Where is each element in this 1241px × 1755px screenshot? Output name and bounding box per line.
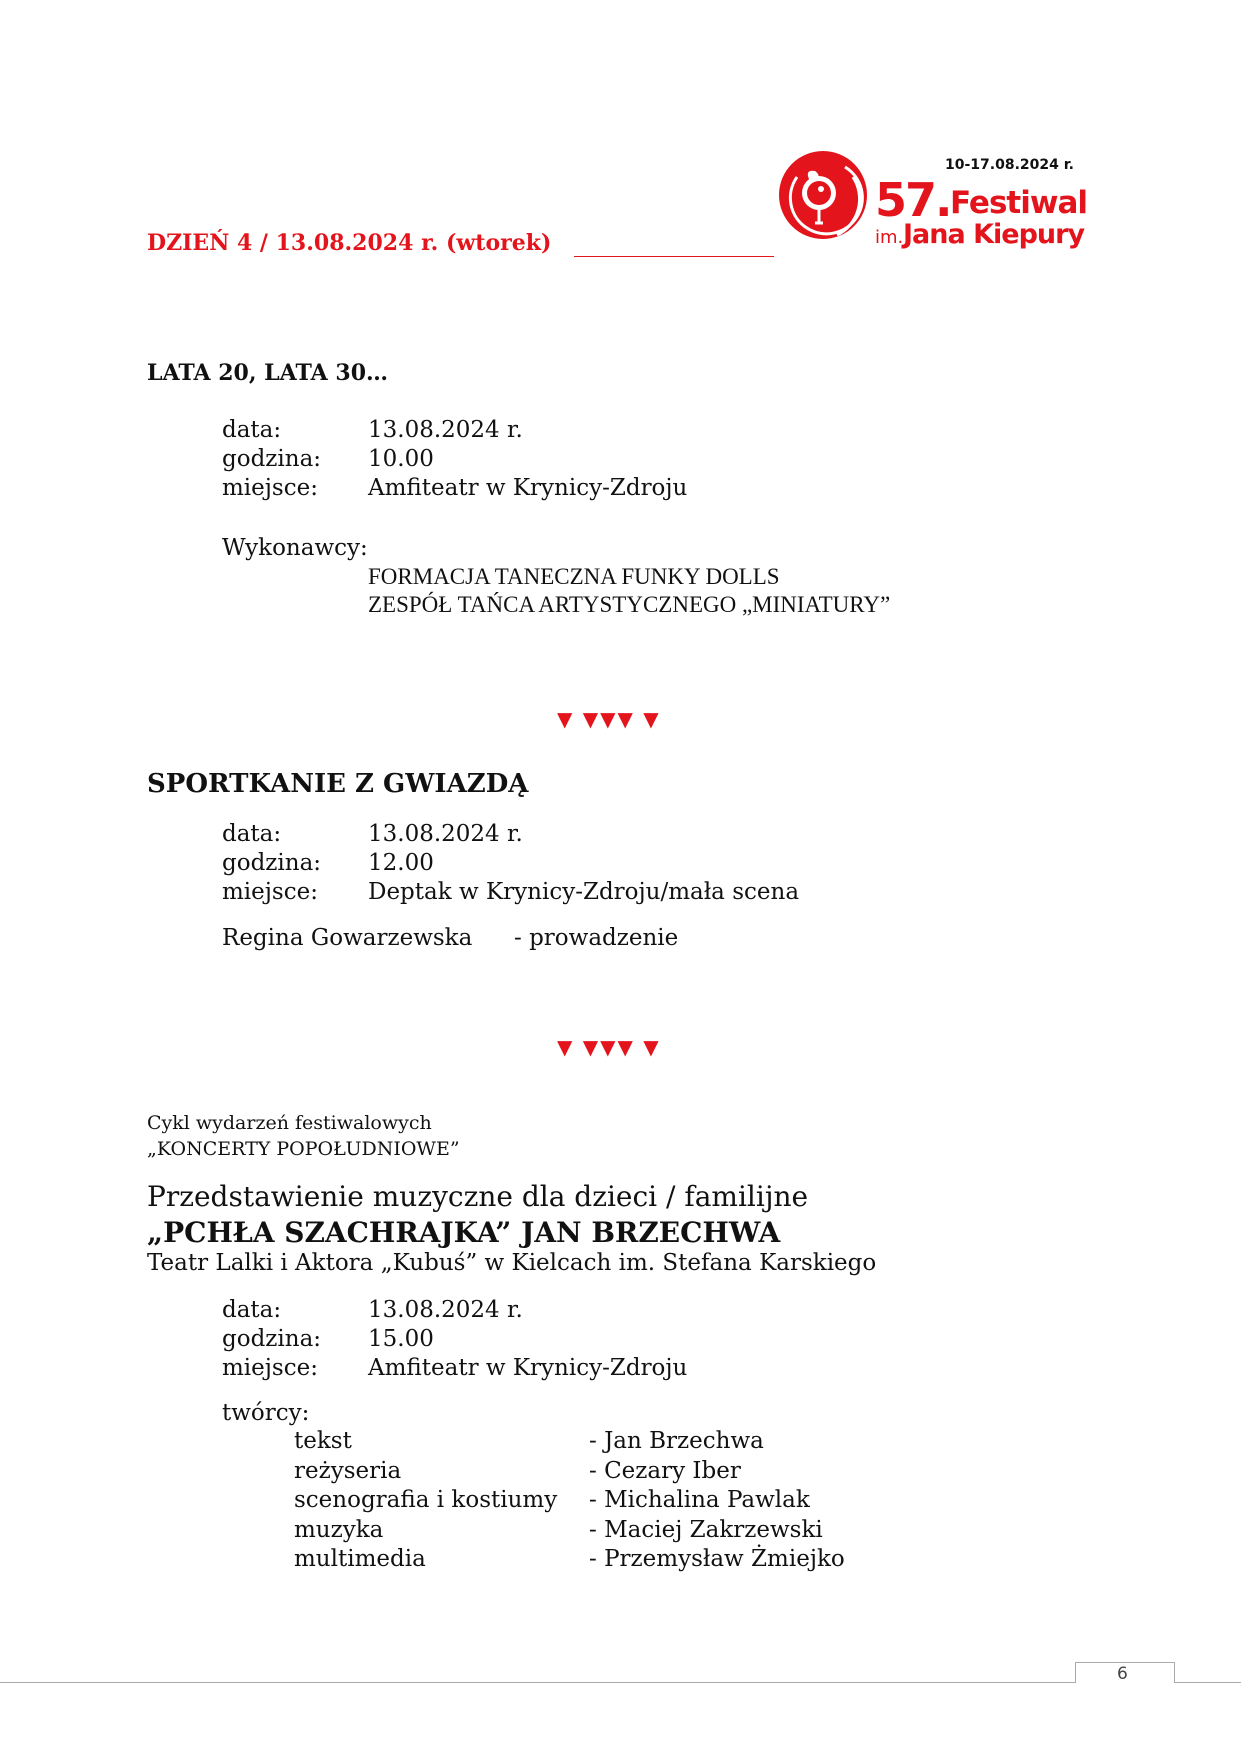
detail-label: data: <box>222 821 282 847</box>
detail-value: Amfiteatr w Krynicy-Zdroju <box>368 475 688 501</box>
performers-label: Wykonawcy: <box>222 535 368 561</box>
detail-value: 15.00 <box>368 1326 434 1352</box>
host-name: Regina Gowarzewska <box>222 925 473 951</box>
day-heading-underline <box>574 256 774 257</box>
detail-label: godzina: <box>222 850 322 876</box>
detail-label: godzina: <box>222 1326 322 1352</box>
event-subtitle: Przedstawienie muzyczne dla dzieci / familijne <box>147 1180 809 1213</box>
event-detail-row <box>222 821 523 847</box>
detail-value: 10.00 <box>368 446 434 472</box>
credit-role: reżyseria <box>294 1457 402 1484</box>
event-detail-row <box>222 850 434 876</box>
credit-role: tekst <box>294 1428 352 1454</box>
credit-role: scenografia i kostiumy <box>294 1487 558 1513</box>
detail-value: 13.08.2024 r. <box>368 821 523 847</box>
host-role: - prowadzenie <box>514 925 679 951</box>
event-title: SPORTKANIE Z GWIAZDĄ <box>147 769 529 799</box>
credit-row <box>294 1516 845 1546</box>
event-detail-row <box>222 1297 523 1323</box>
detail-label: miejsce: <box>222 879 318 905</box>
logo-festival: Festiwal <box>950 185 1088 221</box>
festival-logo <box>775 145 1095 255</box>
host-row <box>222 925 678 951</box>
credit-row <box>294 1545 845 1575</box>
event-title: LATA 20, LATA 30… <box>147 360 389 386</box>
page-number: 6 <box>1117 1664 1128 1684</box>
detail-value: Deptak w Krynicy-Zdroju/mała scena <box>368 879 800 905</box>
cycle-name: „KONCERTY POPOŁUDNIOWE” <box>147 1138 460 1160</box>
cycle-label: Cykl wydarzeń festiwalowych <box>147 1112 432 1134</box>
credit-row <box>294 1486 845 1516</box>
credit-name: - Maciej Zakrzewski <box>589 1516 823 1543</box>
performer: ZESPÓŁ TAŃCA ARTYSTYCZNEGO „MINIATURY” <box>368 592 891 617</box>
logo-im: im. <box>875 227 904 248</box>
event-detail-row <box>222 417 523 443</box>
detail-label: godzina: <box>222 446 322 472</box>
bird-emblem-icon <box>775 147 871 243</box>
event-title: „PCHŁA SZACHRAJKA” JAN BRZECHWA <box>147 1216 781 1249</box>
performer: FORMACJA TANECZNA FUNKY DOLLS <box>368 564 780 589</box>
credit-role: muzyka <box>294 1516 384 1543</box>
event-company: Teatr Lalki i Aktora „Kubuś” w Kielcach im. Stefana Karskiego <box>147 1250 877 1276</box>
credit-role: multimedia <box>294 1546 426 1572</box>
credit-name: - Michalina Pawlak <box>589 1487 810 1513</box>
event-detail-row <box>222 1355 687 1381</box>
logo-number: 57. <box>875 173 951 227</box>
separator-hearts: ▼ ▼▼▼ ▼ <box>557 1035 661 1059</box>
credit-name: - Cezary Iber <box>589 1457 741 1484</box>
credit-row <box>294 1427 845 1457</box>
detail-value: 12.00 <box>368 850 434 876</box>
separator-hearts: ▼ ▼▼▼ ▼ <box>557 707 661 731</box>
detail-label: miejsce: <box>222 1355 318 1381</box>
detail-label: miejsce: <box>222 475 318 501</box>
logo-dates: 10-17.08.2024 r. <box>945 157 1074 173</box>
credit-name: - Przemysław Żmiejko <box>589 1546 845 1572</box>
detail-label: data: <box>222 1297 282 1323</box>
event-detail-row <box>222 1326 434 1352</box>
logo-name: Jana Kiepury <box>903 219 1085 250</box>
footer-rule <box>0 1682 1241 1683</box>
creators-list <box>294 1427 845 1575</box>
event-detail-row <box>222 879 799 905</box>
detail-value: 13.08.2024 r. <box>368 1297 523 1323</box>
detail-value: Amfiteatr w Krynicy-Zdroju <box>368 1355 688 1381</box>
detail-label: data: <box>222 417 282 443</box>
credit-row <box>294 1457 845 1487</box>
credit-name: - Jan Brzechwa <box>589 1428 764 1454</box>
creators-label: twórcy: <box>222 1400 310 1426</box>
event-detail-row <box>222 475 687 501</box>
event-detail-row <box>222 446 434 472</box>
day-heading: DZIEŃ 4 / 13.08.2024 r. (wtorek) <box>147 230 552 256</box>
detail-value: 13.08.2024 r. <box>368 417 523 443</box>
